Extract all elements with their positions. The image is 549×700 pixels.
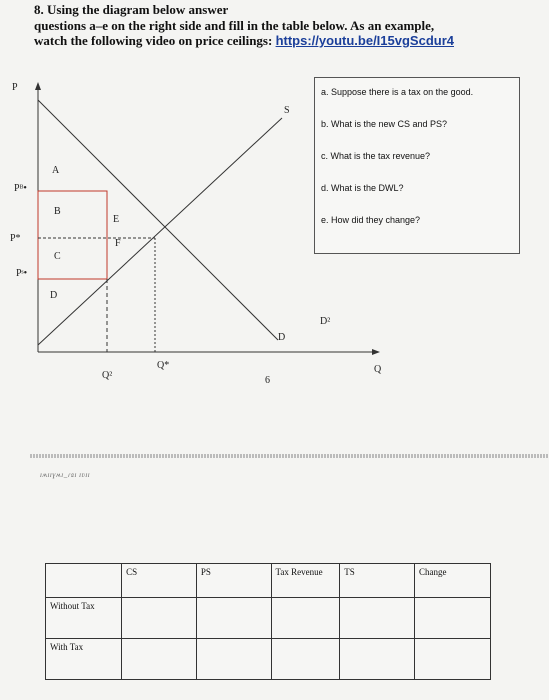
question-d: d. What is the DWL?: [321, 183, 404, 193]
table-header-cell: CS: [122, 564, 197, 598]
table-cell[interactable]: [340, 639, 415, 680]
q2-label: Q²: [102, 370, 113, 381]
area-f-label: F: [115, 238, 121, 249]
demand-label: D: [278, 332, 286, 343]
ps-label: Pˢ•: [16, 268, 28, 279]
pb-label: Pᴮ•: [14, 183, 27, 194]
video-link[interactable]: https://youtu.be/I15vgScdur4: [275, 33, 454, 48]
table-header-cell: PS: [196, 564, 271, 598]
area-c-label: C: [54, 251, 61, 262]
table-cell[interactable]: [271, 639, 340, 680]
table-header-row: [46, 564, 491, 598]
table-cell[interactable]: [122, 639, 197, 680]
question-line-2: questions a–e on the right side and fill in the table below. As an example,: [34, 17, 435, 33]
table-cell[interactable]: [122, 598, 197, 639]
questions-box: [314, 77, 520, 254]
area-e-label: E: [113, 214, 120, 225]
demand2-label: D²: [320, 316, 331, 327]
question-line-3: watch the following video on price ceilings: https://youtu.be/I15vgScdur4: [34, 33, 454, 48]
table-cell[interactable]: [271, 598, 340, 639]
supply-label: S: [284, 105, 290, 116]
axis-p-label: P: [12, 82, 18, 93]
question-e: e. How did they change?: [321, 215, 421, 225]
pstar-label: P*: [10, 233, 21, 244]
table-row-label: With Tax: [46, 639, 122, 680]
qstar-label: Q*: [157, 360, 170, 371]
table-cell[interactable]: [196, 598, 271, 639]
area-d-label: D: [50, 290, 58, 301]
table-cell[interactable]: [196, 639, 271, 680]
table-header-cell: Tax Revenue: [271, 564, 340, 598]
area-b-label: B: [54, 206, 61, 217]
question-c: c. What is the tax revenue?: [321, 151, 431, 161]
question-line-1: 8. Using the diagram below answer: [34, 2, 229, 17]
axis-q-label: Q: [374, 364, 382, 375]
question-b: b. What is the new CS and PS?: [321, 119, 448, 129]
table-header-cell: TS: [340, 564, 415, 598]
question-a: a. Suppose there is a tax on the good.: [321, 87, 474, 97]
handwritten-note: ɪʍɪɪɣʍɪ_ɾɞɪ ɪʋɪɪ: [40, 471, 91, 479]
answer-table: [45, 563, 491, 680]
table-cell[interactable]: [415, 639, 491, 680]
table-cell[interactable]: [415, 598, 491, 639]
area-a-label: A: [52, 165, 60, 176]
table-cell[interactable]: [340, 598, 415, 639]
table-row-label: Without Tax: [46, 598, 122, 639]
table-header-cell: [46, 564, 122, 598]
table-header-cell: Change: [415, 564, 491, 598]
table-row: [46, 598, 491, 639]
table-row: [46, 639, 491, 680]
page-mark: 6: [265, 375, 270, 386]
